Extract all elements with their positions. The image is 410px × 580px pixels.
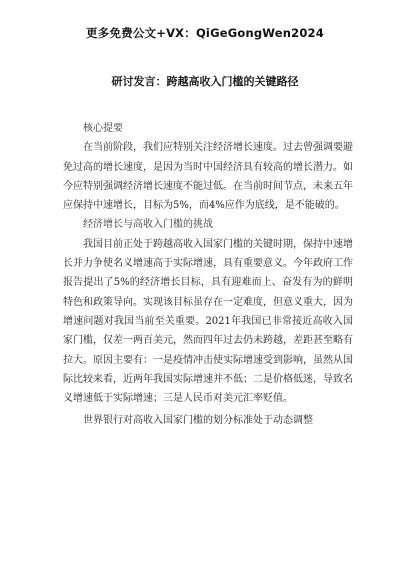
document-title: 研讨发言：跨越高收入门槛的关键路径 [111,75,299,88]
section-heading-growth: 经济增长与高收入门槛的挑战 [83,219,213,231]
paragraph-growth-1: 我国目前正处于跨越高收入国家门槛的关键时期，保持中速增长并力争使名义增速高于实际增速，具有重要意义。今年政府工作报告提出了5%的经济增长目标，具有迎难而上、奋发有为的鲜明特色和政策导向。实现该目标虽存在一定难度，但意义重大，因为增速问题对我国当前至关重要。2021年我国已非常接近高收入国家门槛，仅差一两百美元，然而四年过去仍未跨越，差距甚至略有拉大。原因主要有：一是疫情冲击使实际增速受到影响，虽然从国际比较来看，近两年我国实际增速并不低；二是价格低迷，导致名义增速低于实际增速；三是人民币对美元汇率贬值。 [63,238,353,405]
section-heading-summary: 核心提要 [83,123,123,134]
document-body [63,119,353,431]
watermark-header: 更多免费公文+VX：QiGeGongWen2024 [86,26,324,40]
paragraph-summary: 在当前阶段，我们应特别关注经济增长速度。过去曾强调要避免过高的增长速度，是因为当时中国经济具有较高的增长潜力。如今应特别强调经济增长速度不能过低。在当前时间节点，未来五年应保持中速增长，目标为5%，而4%应作为底线，是不能破的。 [63,142,353,212]
paragraph-growth-2: 世界银行对高收入国家门槛的划分标准处于动态调整 [83,415,313,427]
